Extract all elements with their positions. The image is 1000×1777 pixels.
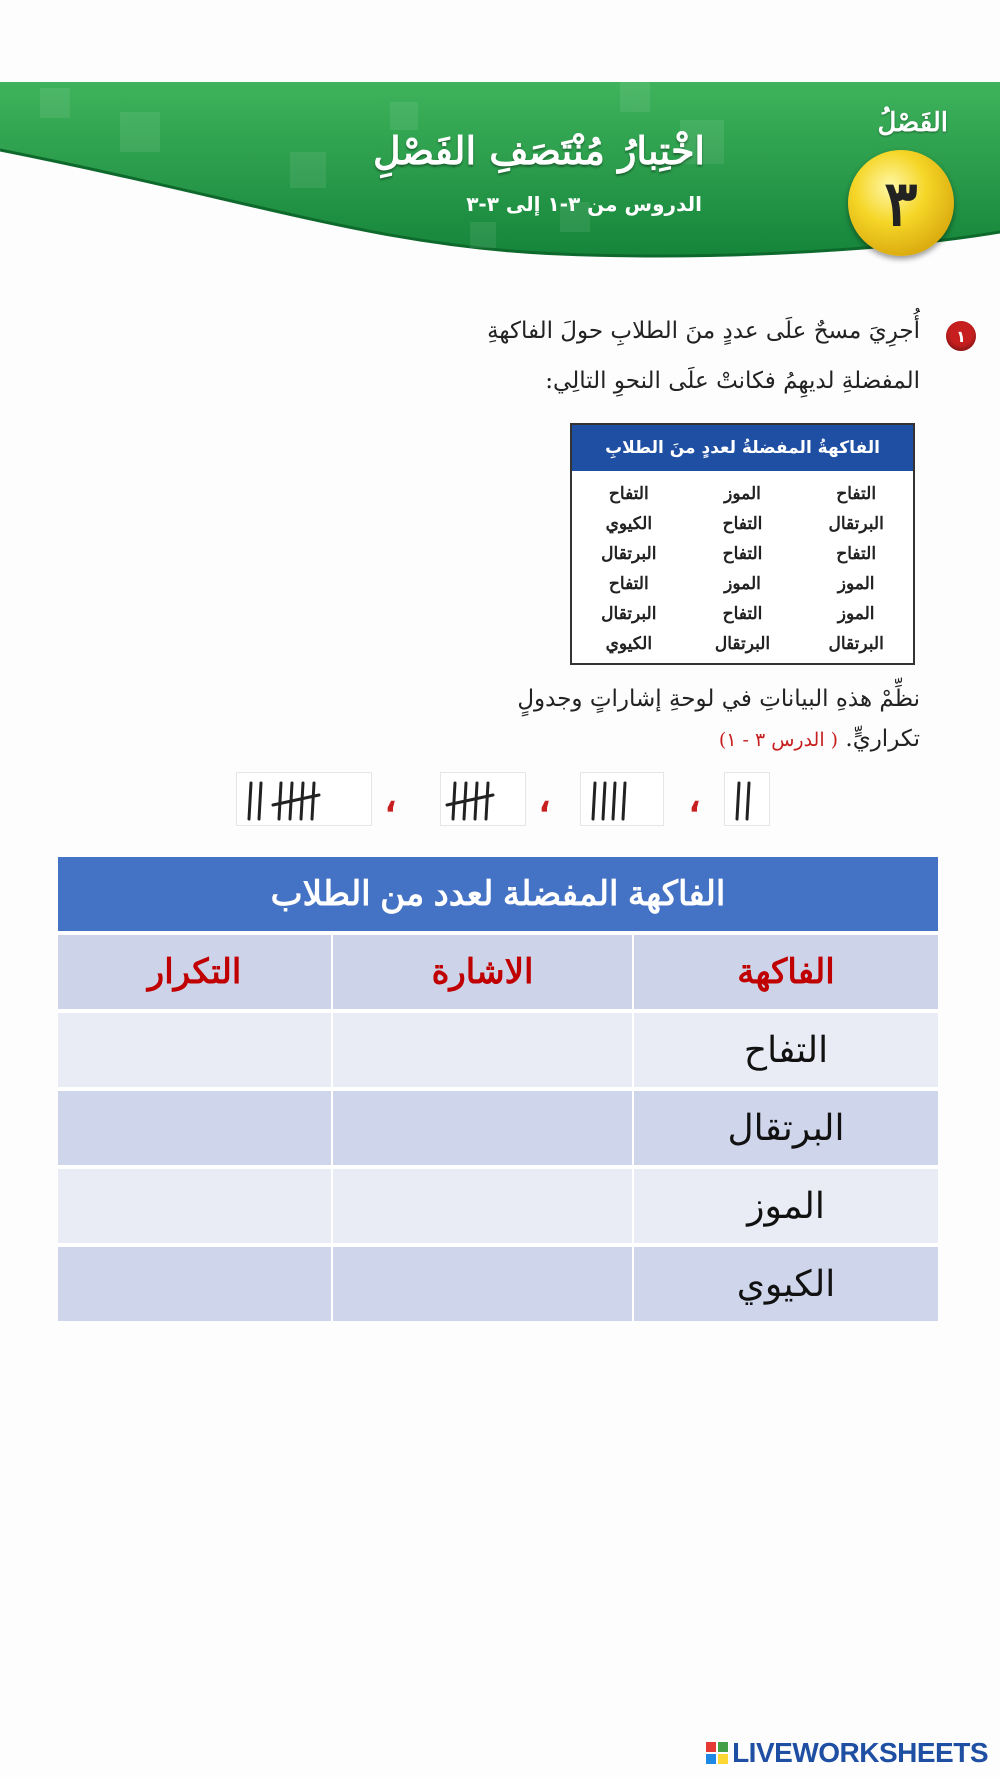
frequency-table-title: الفاكهة المفضلة لعدد من الطلاب xyxy=(58,857,938,933)
liveworksheets-logo xyxy=(706,1737,988,1769)
header-frequency: التكرار xyxy=(58,933,332,1011)
logo-icon xyxy=(706,1742,728,1764)
survey-cell: البرتقال xyxy=(828,514,884,534)
page-subtitle: الدروس من ٣-١ إلى ٣-٣ xyxy=(466,192,702,216)
tally-marks-icon xyxy=(581,773,663,827)
tally-chip-2[interactable] xyxy=(724,772,770,826)
chapter-label: الفَصْلُ xyxy=(877,108,948,138)
tally-stroke xyxy=(453,783,455,819)
table-row xyxy=(58,1011,938,1089)
survey-cell: البرتقال xyxy=(714,634,771,654)
frequency-input[interactable] xyxy=(58,1167,332,1245)
tally-marks-icon xyxy=(725,773,769,827)
survey-data-title: الفاكهةُ المفضلةُ لعددٍ منَ الطلابِ xyxy=(572,425,913,471)
survey-cell: البرتقال xyxy=(601,604,657,624)
chapter-number-badge xyxy=(848,150,954,256)
survey-row xyxy=(572,509,913,539)
fruit-cell: الموز xyxy=(633,1167,938,1245)
survey-cell: التفاح xyxy=(608,574,649,594)
survey-row xyxy=(572,539,913,569)
lesson-reference: ( الدرس ٣ - ١) xyxy=(718,729,839,751)
banner-background xyxy=(0,82,1000,282)
tally-stroke xyxy=(279,783,281,819)
fruit-cell: البرتقال xyxy=(633,1089,938,1167)
tally-stroke xyxy=(475,783,477,819)
tally-stroke xyxy=(249,783,251,819)
tally-stroke xyxy=(747,783,749,819)
survey-cell: التفاح xyxy=(836,484,877,504)
table-row xyxy=(58,1245,938,1321)
question-number: ١ xyxy=(956,326,966,346)
frequency-table xyxy=(58,857,938,1321)
survey-cell: الموز xyxy=(837,604,875,624)
logo-text: LIVEWORKSHEETS xyxy=(732,1737,988,1768)
survey-cell: التفاح xyxy=(608,484,649,504)
tally-stroke xyxy=(737,783,739,819)
tally-marks-icon xyxy=(237,773,371,827)
instruction-text: تكراريٍّ. xyxy=(845,726,920,752)
separator: ، xyxy=(688,774,701,821)
survey-data-grid xyxy=(572,479,913,659)
tally-stroke xyxy=(603,783,605,819)
survey-cell: الكيوي xyxy=(605,634,653,654)
survey-cell: البرتقال xyxy=(828,634,884,654)
page-title: اخْتِبارُ مُنْتَصَفِ الفَصْلِ xyxy=(372,128,705,173)
fruit-cell: الكيوي xyxy=(633,1245,938,1321)
tally-drop-zone[interactable] xyxy=(332,1167,633,1245)
tally-chip-4[interactable] xyxy=(580,772,664,826)
tally-drop-zone[interactable] xyxy=(332,1245,633,1321)
table-row xyxy=(58,1089,938,1167)
header-fruit: الفاكهة xyxy=(633,933,938,1011)
frequency-input[interactable] xyxy=(58,1011,332,1089)
survey-cell: البرتقال xyxy=(601,544,657,564)
survey-cell: الموز xyxy=(724,484,761,504)
tally-chip-5[interactable] xyxy=(440,772,526,826)
tally-chip-7[interactable] xyxy=(236,772,372,826)
survey-cell: الكيوي xyxy=(605,514,653,534)
tally-stroke xyxy=(301,783,303,819)
question-text-line2: المفضلةِ لديهِمُ فكانتْ علَى النحوِ التالِي: xyxy=(545,368,920,394)
tally-options xyxy=(236,772,776,828)
survey-data-box xyxy=(570,423,915,665)
separator: ، xyxy=(538,774,551,821)
survey-row xyxy=(572,569,913,599)
survey-row xyxy=(572,629,913,659)
frequency-input[interactable] xyxy=(58,1089,332,1167)
survey-row xyxy=(572,479,913,509)
tally-stroke xyxy=(593,783,595,819)
tally-marks-icon xyxy=(441,773,525,827)
survey-cell: الموز xyxy=(724,574,761,594)
separator: ، xyxy=(384,774,397,821)
tally-drop-zone[interactable] xyxy=(332,1011,633,1089)
instruction-line2 xyxy=(719,726,920,752)
question-text-line1: أُجرِيَ مسحٌ علَى عددٍ منَ الطلابِ حولَ الفاكهةِ xyxy=(487,318,920,344)
chapter-banner xyxy=(0,82,1000,282)
table-row xyxy=(58,1167,938,1245)
survey-cell: التفاح xyxy=(722,544,763,564)
frequency-input[interactable] xyxy=(58,1245,332,1321)
chapter-number: ٣ xyxy=(884,166,918,240)
survey-row xyxy=(572,599,913,629)
tally-stroke xyxy=(259,783,261,819)
tally-stroke xyxy=(623,783,625,819)
question-number-badge xyxy=(946,321,976,351)
survey-cell: التفاح xyxy=(722,604,763,624)
tally-drop-zone[interactable] xyxy=(332,1089,633,1167)
survey-cell: التفاح xyxy=(722,514,763,534)
instruction-line1: نظِّمْ هذهِ البياناتِ في لوحةِ إشاراتٍ وجدولٍ xyxy=(517,686,920,712)
fruit-cell: التفاح xyxy=(633,1011,938,1089)
tally-stroke xyxy=(613,783,615,819)
survey-cell: الموز xyxy=(837,574,875,594)
survey-cell: التفاح xyxy=(836,544,877,564)
tally-stroke xyxy=(312,783,314,819)
header-tally: الاشارة xyxy=(332,933,633,1011)
tally-stroke xyxy=(486,783,488,819)
